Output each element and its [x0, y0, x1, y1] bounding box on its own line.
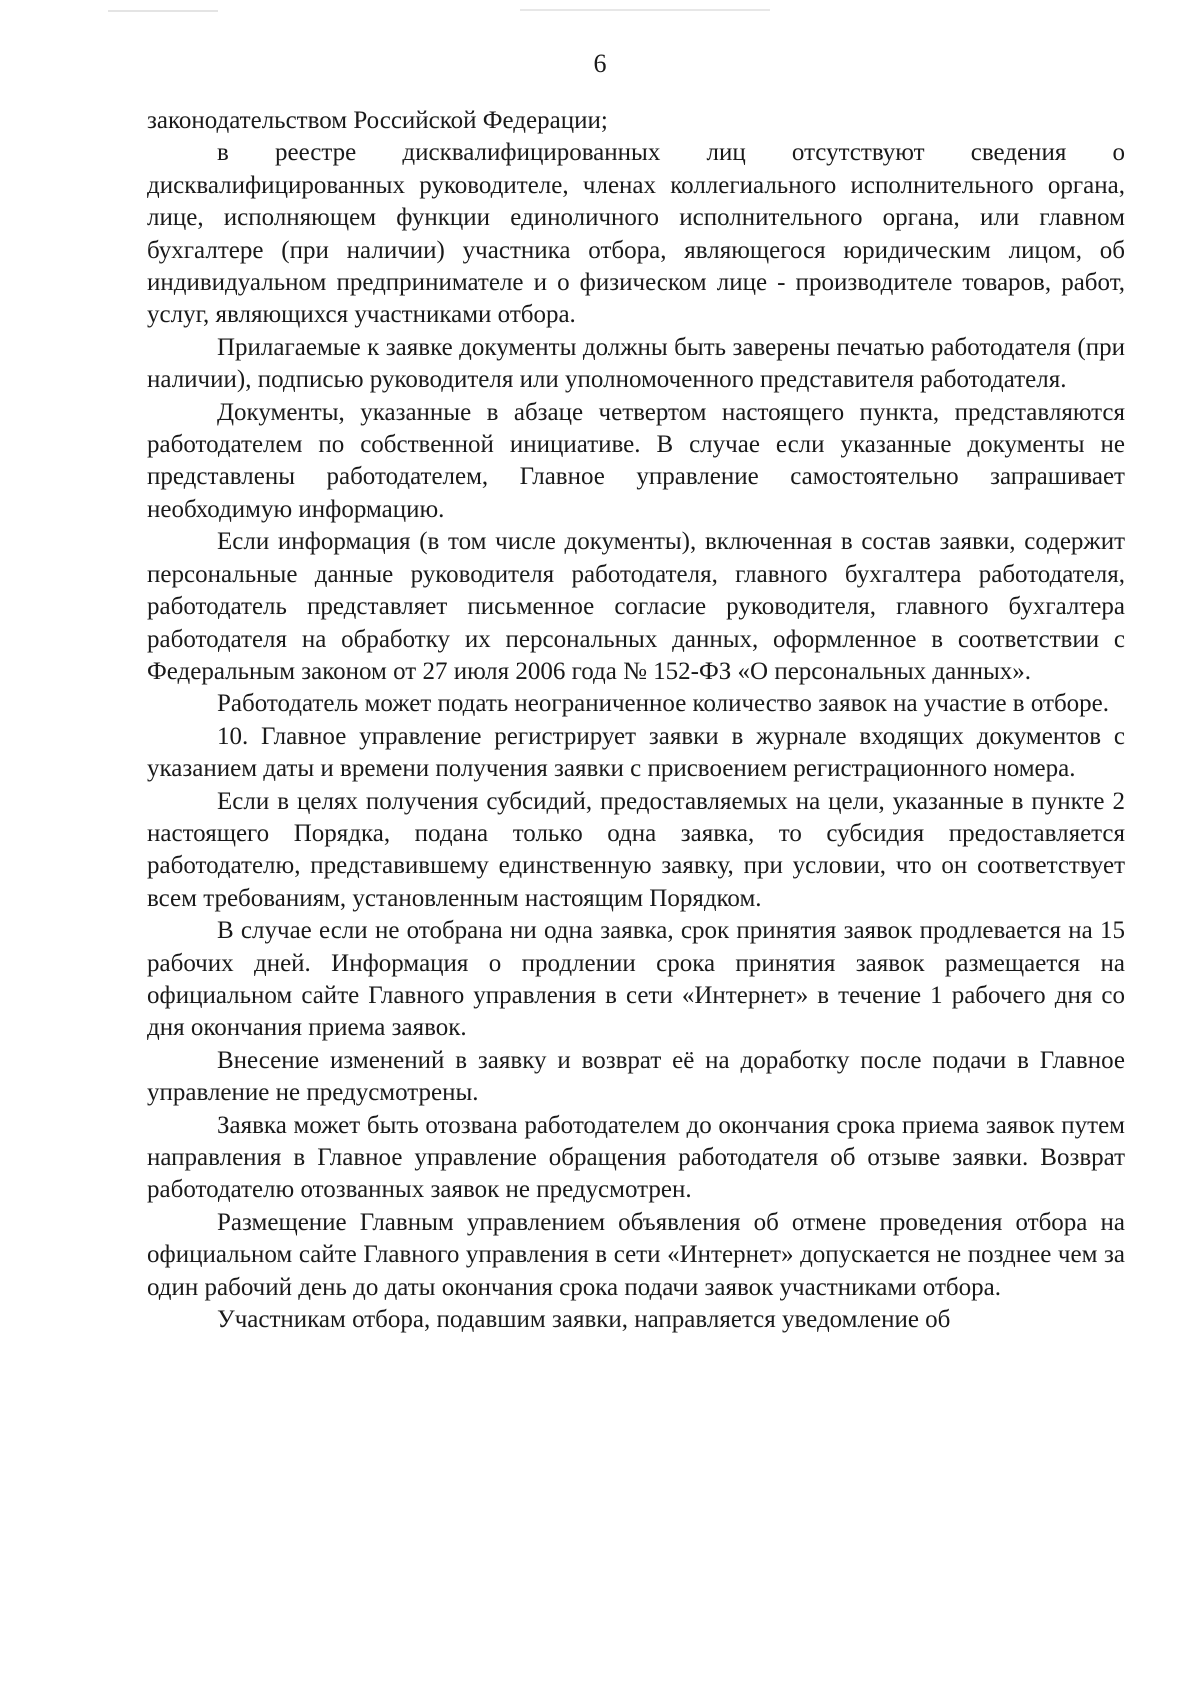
scan-artifact-top-center [520, 9, 770, 11]
paragraph-9: В случае если не отобрана ни одна заявка, срок принятия заявок продлевается на 15 рабочих дней. Информация о продлении срока принятия заявок размещается на официальном сайте Главного управления в сети «Интернет» в течение 1 рабочего дня со дня окончания приема заявок. [147, 917, 1125, 1042]
paragraph-5: Если информация (в том числе документы), включенная в состав заявки, содержит персональные данные руководителя работодателя, главного бухгалтера работодателя, работодатель представляет письменное согласие руководителя, главного бухгалтера работодателя на обработку их персональных данных, оформленное в соответствии с Федеральным законом от 27 июля 2006 года № 152-ФЗ «О персональных данных». [147, 528, 1125, 685]
paragraph-12: Размещение Главным управлением объявления об отмене проведения отбора на официальном сайте Главного управления в сети «Интернет» допускается не позднее чем за один рабочий день до даты окончания срока подачи заявок участниками отбора. [147, 1208, 1125, 1301]
paragraph-11: Заявка может быть отозвана работодателем до окончания срока приема заявок путем направления в Главное управление обращения работодателя об отзыве заявки. Возврат работодателю отозванных заявок не предусмотрен. [147, 1111, 1125, 1204]
paragraph-1: законодательством Российской Федерации; [147, 107, 608, 134]
document-body [147, 105, 1125, 1336]
scan-artifact-top-left [108, 10, 218, 12]
paragraph-3: Прилагаемые к заявке документы должны быть заверены печатью работодателя (при наличии), подписью руководителя или уполномоченного представителя работодателя. [147, 333, 1125, 394]
paragraph-6: Работодатель может подать неограниченное количество заявок на участие в отборе. [217, 690, 1110, 718]
paragraph-7: 10. Главное управление регистрирует заявки в журнале входящих документов с указанием даты и времени получения заявки с присвоением регистрационного номера. [147, 722, 1125, 783]
page-number: 6 [593, 49, 607, 78]
paragraph-4: Документы, указанные в абзаце четвертом настоящего пункта, представляются работодателем по собственной инициативе. В случае если указанные документы не представлены работодателем, Главное управление самостоятельно запрашивает необходимую информацию. [147, 398, 1125, 523]
paragraph-8: Если в целях получения субсидий, предоставляемых на цели, указанные в пункте 2 настоящего Порядка, подана только одна заявка, то субсидия предоставляется работодателю, представившему единственную заявку, при условии, что он соответствует всем требованиям, установленным настоящим Порядком. [147, 787, 1125, 912]
paragraph-13: Участникам отбора, подавшим заявки, направляется уведомление об [217, 1306, 951, 1334]
paragraph-10: Внесение изменений в заявку и возврат её на доработку после подачи в Главное управление не предусмотрены. [147, 1046, 1125, 1107]
paragraph-2: в реестре дисквалифицированных лиц отсутствуют сведения о дисквалифицированных руководителе, членах коллегиального исполнительного органа, лице, исполняющем функции единоличного исполнительного органа, или главном бухгалтере (при наличии) участника отбора, являющегося юридическим лицом, об индивидуальном предпринимателе и о физическом лице - производителе товаров, работ, услуг, являющихся участниками отбора. [147, 139, 1125, 329]
